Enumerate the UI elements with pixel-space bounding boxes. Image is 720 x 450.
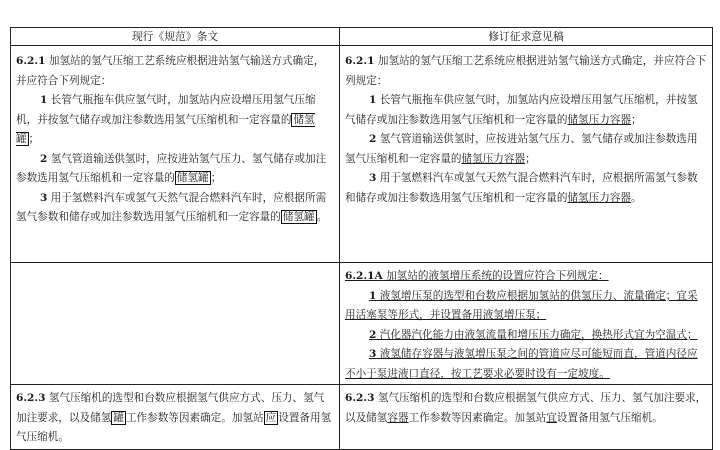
table-row-6-2-3: [11, 385, 713, 450]
item-text: 氢气管道输送供氢时，应按进站氢气压力、氢气储存或加注参数选用氢气压缩机和一定容量的: [16, 152, 327, 184]
boxed-term: 储氢罐: [176, 172, 209, 184]
item-punct: ；: [631, 113, 642, 126]
clause-number: 6.2.1: [16, 55, 46, 67]
item-2: [16, 150, 334, 189]
item-punct: ；: [525, 152, 536, 165]
cell-current-6-2-3: [11, 385, 340, 450]
item-text: 长管气瓶拖车供应氢气时，加氢站内应设增压用氢气压缩机，并按氢气储存或加注参数选用氢气压缩机和一定容量的: [16, 94, 316, 126]
clause-text: 工作参数等因素确定。加氢站: [125, 411, 264, 424]
item-punct: 。: [316, 211, 328, 223]
item-text: 液氢增压泵的选型和台数应根据加氢站的供氢压力、流量确定；宜采用活塞泵等形式，并设置备用液氢增压泵；: [345, 289, 698, 321]
item-text: 液氢储存容器与液氢增压泵之间的管道应尽可能短而直，管道内径应不小于泵进液口直径，按工艺要求必要时设有一定坡度。: [345, 348, 698, 380]
item-1: [345, 287, 707, 326]
item-punct: ；: [28, 133, 40, 145]
cell-revised-6-2-1: [340, 46, 713, 263]
clause-text: 设置备用氢气压缩机。: [556, 411, 663, 424]
clause-paragraph: [345, 52, 707, 91]
table-row-6-2-1a: [11, 263, 713, 385]
item-number: 3: [369, 172, 377, 184]
item-number: 1: [40, 94, 48, 106]
comparison-table: [10, 27, 713, 450]
item-2: [345, 326, 707, 346]
item-text: 用于氢燃料汽车或氢气天然气混合燃料汽车时，应根据所需氢气参数和储存或加注参数选用氢气压缩机和一定容量的: [345, 172, 698, 204]
item-text: 长管气瓶拖车供应氢气时，加氢站内应设增压用氢气压缩机，并按氢气储存或加注参数选用氢气压缩机和一定容量的: [345, 94, 698, 126]
underlined-term: 容器: [387, 411, 409, 424]
item-3: [345, 345, 707, 384]
cell-current-6-2-1: [11, 46, 340, 263]
item-3: [16, 189, 334, 228]
item-number: 1: [369, 94, 377, 106]
clause-text: 氢气压缩机的选型和台数应根据氢气供应方式、压力、氢气加注要求，以及储氢: [16, 392, 325, 424]
clause-paragraph: [16, 52, 334, 91]
boxed-term: 罐: [113, 411, 124, 424]
clause-number: 6.2.1A: [345, 270, 383, 282]
boxed-term: 储氢罐: [282, 211, 315, 223]
cell-revised-6-2-3: [340, 385, 713, 450]
clause-text: 氢气压缩机的选型和台数应根据氢气供应方式、压力、氢气加注要求，以及储氢: [345, 392, 707, 424]
clause-paragraph: [345, 267, 707, 287]
cell-current-empty: [11, 263, 340, 385]
header-current-clause: 现行《规范》条文: [11, 28, 340, 46]
cell-revised-6-2-1a: [340, 263, 713, 385]
clause-text: 加氢站的氢气压缩工艺系统应根据进站氢气输送方式确定，并应符合下列规定：: [345, 55, 707, 87]
clause-text: 加氢站的氢气压缩工艺系统应根据进站氢气输送方式确定，并应符合下列规定：: [16, 55, 325, 87]
clause-paragraph: [16, 389, 334, 448]
clause-number: 6.2.3: [345, 392, 375, 404]
clause-paragraph: [345, 389, 707, 428]
clause-number: 6.2.3: [16, 392, 46, 404]
item-number: 1: [369, 289, 377, 302]
item-2: [345, 130, 707, 169]
underlined-term: 储氢压力容器: [567, 113, 632, 126]
item-1: [16, 91, 334, 150]
table-row-6-2-1: [11, 46, 713, 263]
item-1: [345, 91, 707, 130]
table-header-row: [11, 28, 713, 46]
item-punct: ；: [210, 172, 222, 184]
item-text: 汽化器汽化能力由液氢流量和增压压力确定，换热形式宜为空温式；: [376, 328, 698, 341]
item-punct: 。: [631, 191, 642, 204]
item-text: 用于氢燃料汽车或氢气天然气混合燃料汽车时，应根据所需氢气参数和储存或加注参数选用氢气压缩机和一定容量的: [16, 191, 327, 223]
item-3: [345, 169, 707, 208]
item-number: 3: [369, 348, 377, 360]
item-number: 2: [369, 133, 377, 145]
boxed-term: 储氢罐: [16, 113, 315, 145]
item-number: 2: [369, 328, 377, 341]
clause-text: 工作参数等因素确定。加氢站: [408, 411, 547, 424]
clause-number: 6.2.1: [345, 55, 375, 67]
header-revised-draft: 修订征求意见稿: [340, 28, 713, 46]
clause-text: 加氢站的液氢增压系统的设置应符合下列规定：: [382, 270, 609, 282]
item-number: 3: [40, 191, 48, 204]
boxed-term: 应: [265, 411, 277, 424]
clause-text: 设置备用氢气压缩机。: [16, 411, 332, 443]
underlined-term: 储氢压力容器: [567, 191, 632, 204]
underlined-term: 宜: [546, 411, 557, 424]
item-number: 2: [40, 152, 48, 165]
item-text: 氢气管道输送供氢时，应按进站氢气压力、氢气储存或加注参数选用氢气压缩机和一定容量的: [345, 133, 698, 165]
underlined-term: 储氢压力容器: [461, 152, 526, 165]
